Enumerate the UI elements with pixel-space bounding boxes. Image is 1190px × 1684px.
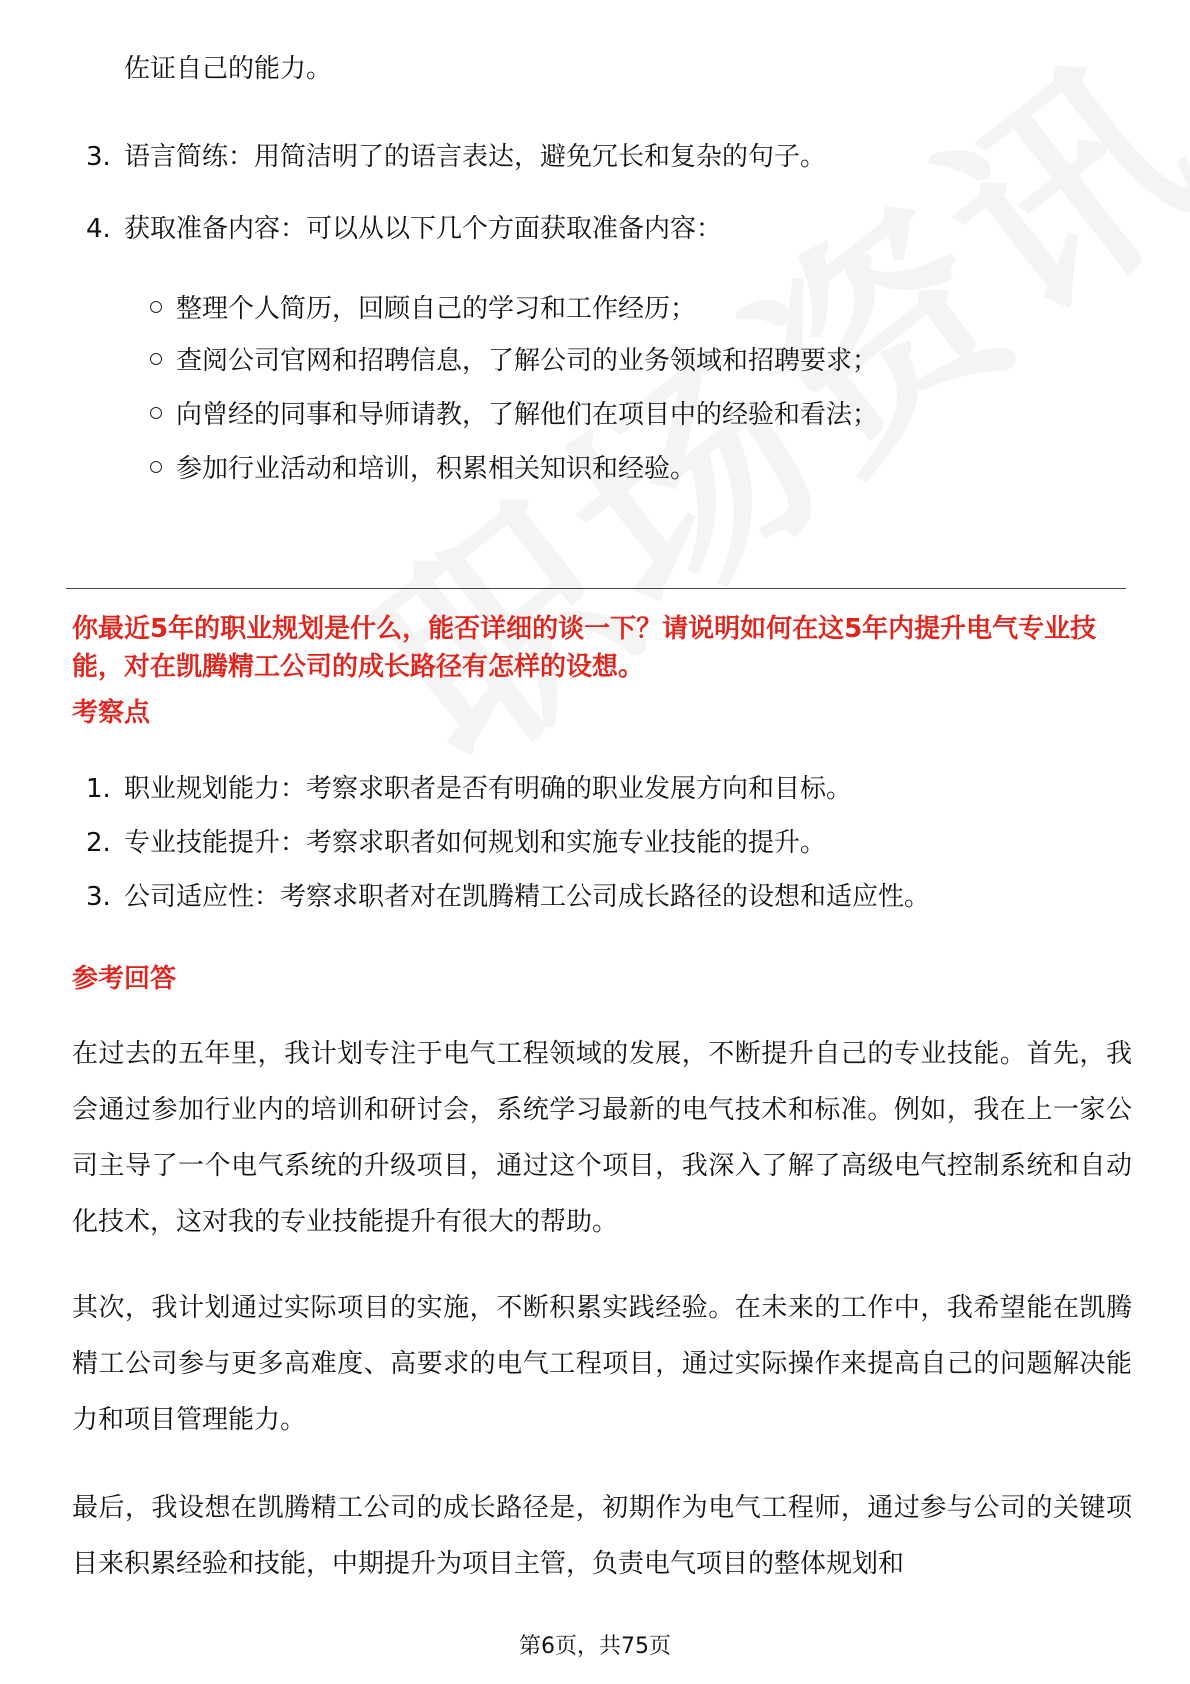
assessment-item: [86, 826, 826, 860]
section-divider: [66, 588, 1126, 589]
item-number: 3.: [86, 882, 111, 912]
assessment-item: [86, 772, 852, 806]
reference-label: 参考回答: [72, 964, 177, 994]
bullet-text: 向曾经的同事和导师请教，了解他们在项目中的经验和看法；: [176, 400, 879, 430]
item-text: 获取准备内容：可以从以下几个方面获取准备内容：: [124, 214, 723, 244]
bullet-item: [150, 452, 696, 486]
item-text: 职业规划能力：考察求职者是否有明确的职业发展方向和目标。: [124, 774, 853, 804]
page-indicator: 第6页，共75页: [519, 1634, 671, 1659]
answer-paragraph: 在过去的五年里，我计划专注于电气工程领域的发展，不断提升自己的专业技能。首先，我会通过参加行业内的培训和研讨会，系统学习最新的电气技术和标准。例如，我在上一家公司主导了一个电气系统的升级项目，通过这个项目，我深入了解了高级电气控制系统和自动化技术，这对我的专业技能提升有很大的帮助。: [72, 1039, 1132, 1237]
bullet-item: [150, 344, 878, 378]
bullet-text: 参加行业活动和培训，积累相关知识和经验。: [176, 454, 697, 484]
question-heading: 你最近5年的职业规划是什么，能否详细的谈一下？请说明如何在这5年内提升电气专业技能，对在凯腾精工公司的成长路径有怎样的设想。: [72, 614, 1097, 682]
item-number: 3.: [86, 142, 111, 172]
item-text: 语言简练：用简洁明了的语言表达，避免冗长和复杂的句子。: [124, 142, 827, 172]
bullet-circle-icon: [150, 407, 162, 419]
assessment-label: 考察点: [72, 698, 151, 728]
item-text: 公司适应性：考察求职者对在凯腾精工公司成长路径的设想和适应性。: [124, 882, 931, 912]
item-text: 专业技能提升：考察求职者如何规划和实施专业技能的提升。: [124, 828, 827, 858]
answer-paragraph: 最后，我设想在凯腾精工公司的成长路径是，初期作为电气工程师，通过参与公司的关键项目来积累经验和技能，中期提升为项目主管，负责电气项目的整体规划和: [72, 1493, 1132, 1579]
bullet-item: [150, 292, 696, 326]
bullet-item: [150, 398, 878, 432]
bullet-circle-icon: [150, 301, 162, 313]
assessment-item: [86, 880, 930, 914]
numbered-item: [86, 140, 826, 174]
continuation-text: 佐证自己的能力。: [124, 54, 333, 84]
item-number: 4.: [86, 214, 111, 244]
bullet-text: 查阅公司官网和招聘信息，了解公司的业务领域和招聘要求；: [176, 346, 879, 376]
bullet-circle-icon: [150, 461, 162, 473]
bullet-text: 整理个人简历，回顾自己的学习和工作经历；: [176, 294, 697, 324]
item-number: 2.: [86, 828, 111, 858]
item-number: 1.: [86, 774, 111, 804]
bullet-circle-icon: [150, 353, 162, 365]
numbered-item: [86, 212, 722, 246]
answer-paragraph: 其次，我计划通过实际项目的实施，不断积累实践经验。在未来的工作中，我希望能在凯腾精工公司参与更多高难度、高要求的电气工程项目，通过实际操作来提高自己的问题解决能力和项目管理能力。: [72, 1293, 1132, 1435]
